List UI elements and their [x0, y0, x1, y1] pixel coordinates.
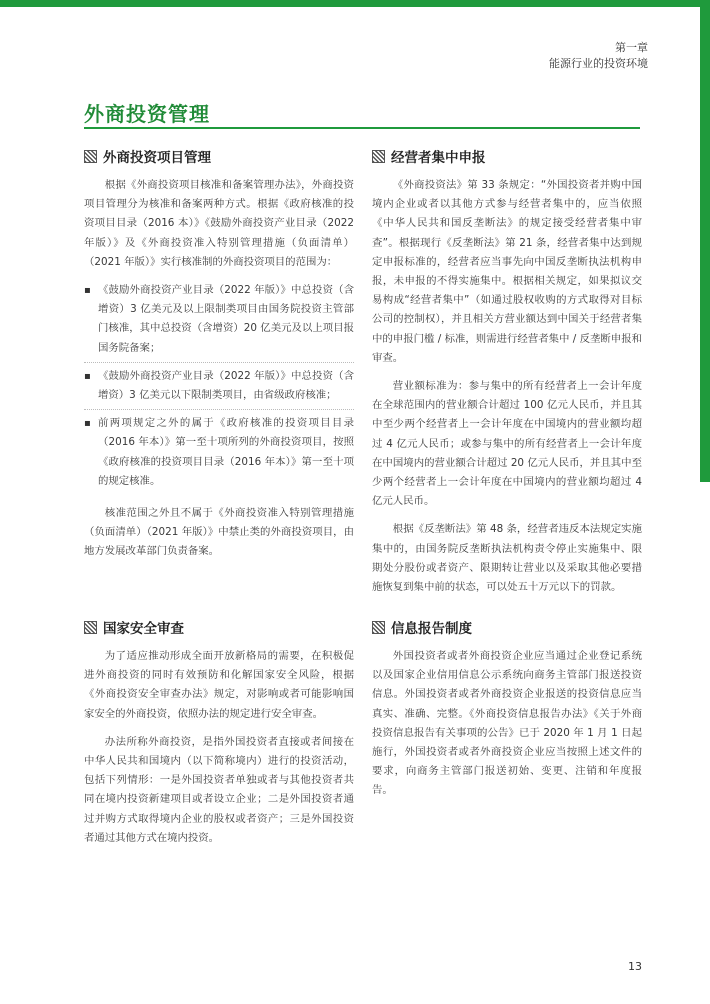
section-heading — [372, 617, 642, 637]
section-heading — [84, 146, 354, 166]
section-project-management — [84, 146, 354, 571]
section-title: 信息报告制度 — [391, 621, 472, 637]
page-title: 外商投资管理 — [84, 102, 210, 126]
section-title: 经营者集中申报 — [391, 150, 486, 166]
page-number: 13 — [628, 960, 642, 973]
chapter-header — [549, 40, 648, 72]
paragraph: 根据《外商投资项目核准和备案管理办法》，外商投资项目管理分为核准和备案两种方式。根据《政府核准的投资项目目录（2016 本）》《鼓励外商投资产业目录（2022 年版）》及《外商投资准入特别管理措施（负面清单）（2021 年版）》实行核准制的外商投资项目的范围为： — [84, 179, 354, 268]
paragraph: 营业额标准为：参与集中的所有经营者上一会计年度在全球范围内的营业额合计超过 100 亿元人民币，并且其中至少两个经营者上一会计年度在中国境内的营业额均超过 4 亿元人民币；或参与集中的所有经营者上一会计年度在中国境内的营业额合计超过 20 亿元人民币，并且其中至少两个经营者上一会计年度在中国境内的营业额均超过 4 亿元人民币。 — [372, 380, 642, 508]
section-title: 国家安全审查 — [103, 621, 184, 637]
section-concentration-declaration — [372, 146, 642, 606]
chapter-title: 能源行业的投资环境 — [549, 57, 648, 70]
paragraph: 外国投资者或者外商投资企业应当通过企业登记系统以及国家企业信用信息公示系统向商务主管部门报送投资信息。外国投资者或者外商投资企业报送的投资信息应当真实、准确、完整。《外商投资信息报告办法》《关于外商投资信息报告有关事项的公告》已于 2020 年 1 月 1 日起施行，外国投资者或者外商投资企业应当按照上述文件的要求，向商务主管部门报送初始、变更、注销和年度报告。 — [372, 650, 642, 797]
paragraph: 为了适应推动形成全面开放新格局的需要，在积极促进外商投资的同时有效预防和化解国家安全风险，根据《外商投资安全审查办法》规定，对影响或者可能影响国家安全的外商投资，依照办法的规定进行安全审查。 — [84, 650, 354, 720]
paragraph: 办法所称外商投资，是指外国投资者直接或者间接在中华人民共和国境内（以下简称境内）进行的投资活动，包括下列情形：一是外国投资者单独或者与其他投资者共同在境内投资新建项目或者设立企业；二是外国投资者通过并购方式取得境内企业的股权或者资产；三是外国投资者通过其他方式在境内投资。 — [84, 735, 354, 844]
paragraph: 核准范围之外且不属于《外商投资准入特别管理措施（负面清单）（2021 年版）》中禁止类的外商投资项目，由地方发展改革部门负责备案。 — [84, 507, 354, 558]
hatched-square-icon — [84, 150, 97, 163]
hatched-square-icon — [84, 621, 97, 634]
hatched-square-icon — [372, 150, 385, 163]
list-item: ▪ 《鼓励外商投资产业目录（2022 年版）》中总投资（含增资）3 亿美元以下限制类项目，由省级政府核准； — [84, 367, 354, 410]
chapter-number: 第一章 — [615, 41, 648, 54]
section-heading — [84, 617, 354, 637]
paragraph: 《外商投资法》第 33 条规定：“外国投资者并购中国境内企业或者以其他方式参与经营者集中的，应当依照《中华人民共和国反垄断法》的规定接受经营者集中审查”。根据现行《反垄断法》第 21 条，经营者集中达到规定申报标准的，经营者应当事先向中国反垄断执法机构申报，未申报的不得实施集中。根据相关规定，如果拟议交易构成“经营者集中”（如通过股权收购的方式取得对目标公司的控制权），并且相关方营业额达到中国关于经营者集中的申报门槛 / 标准，则需进行经营者集中 / 反垄断申报和审查。 — [372, 179, 642, 364]
top-accent-bar — [0, 0, 700, 7]
section-title: 外商投资项目管理 — [103, 150, 211, 166]
list-item: ▪ 前两项规定之外的属于《政府核准的投资项目目录（2016 年本）》第一至十项所列的外商投资项目，按照《政府核准的投资项目目录（2016 年本）》第一至十项的规定核准。 — [84, 414, 354, 495]
section-information-reporting — [372, 617, 642, 810]
list-item: ▪ 《鼓励外商投资产业目录（2022 年版）》中总投资（含增资）3 亿美元及以上限制类项目由国务院投资主管部门核准，其中总投资（含增资）20 亿美元及以上项目报国务院备案； — [84, 281, 354, 363]
paragraph: 根据《反垄断法》第 48 条，经营者违反本法规定实施集中的，由国务院反垄断执法机构责令停止实施集中、限期处分股份或者资产、限期转让营业以及采取其他必要措施恢复到集中前的状态，可以处五十万元以下的罚款。 — [372, 523, 642, 594]
title-divider — [84, 127, 640, 129]
section-security-review — [84, 617, 354, 857]
side-chapter-tab — [700, 0, 710, 482]
section-heading — [372, 146, 642, 166]
bullet-list — [84, 281, 354, 495]
hatched-square-icon — [372, 621, 385, 634]
